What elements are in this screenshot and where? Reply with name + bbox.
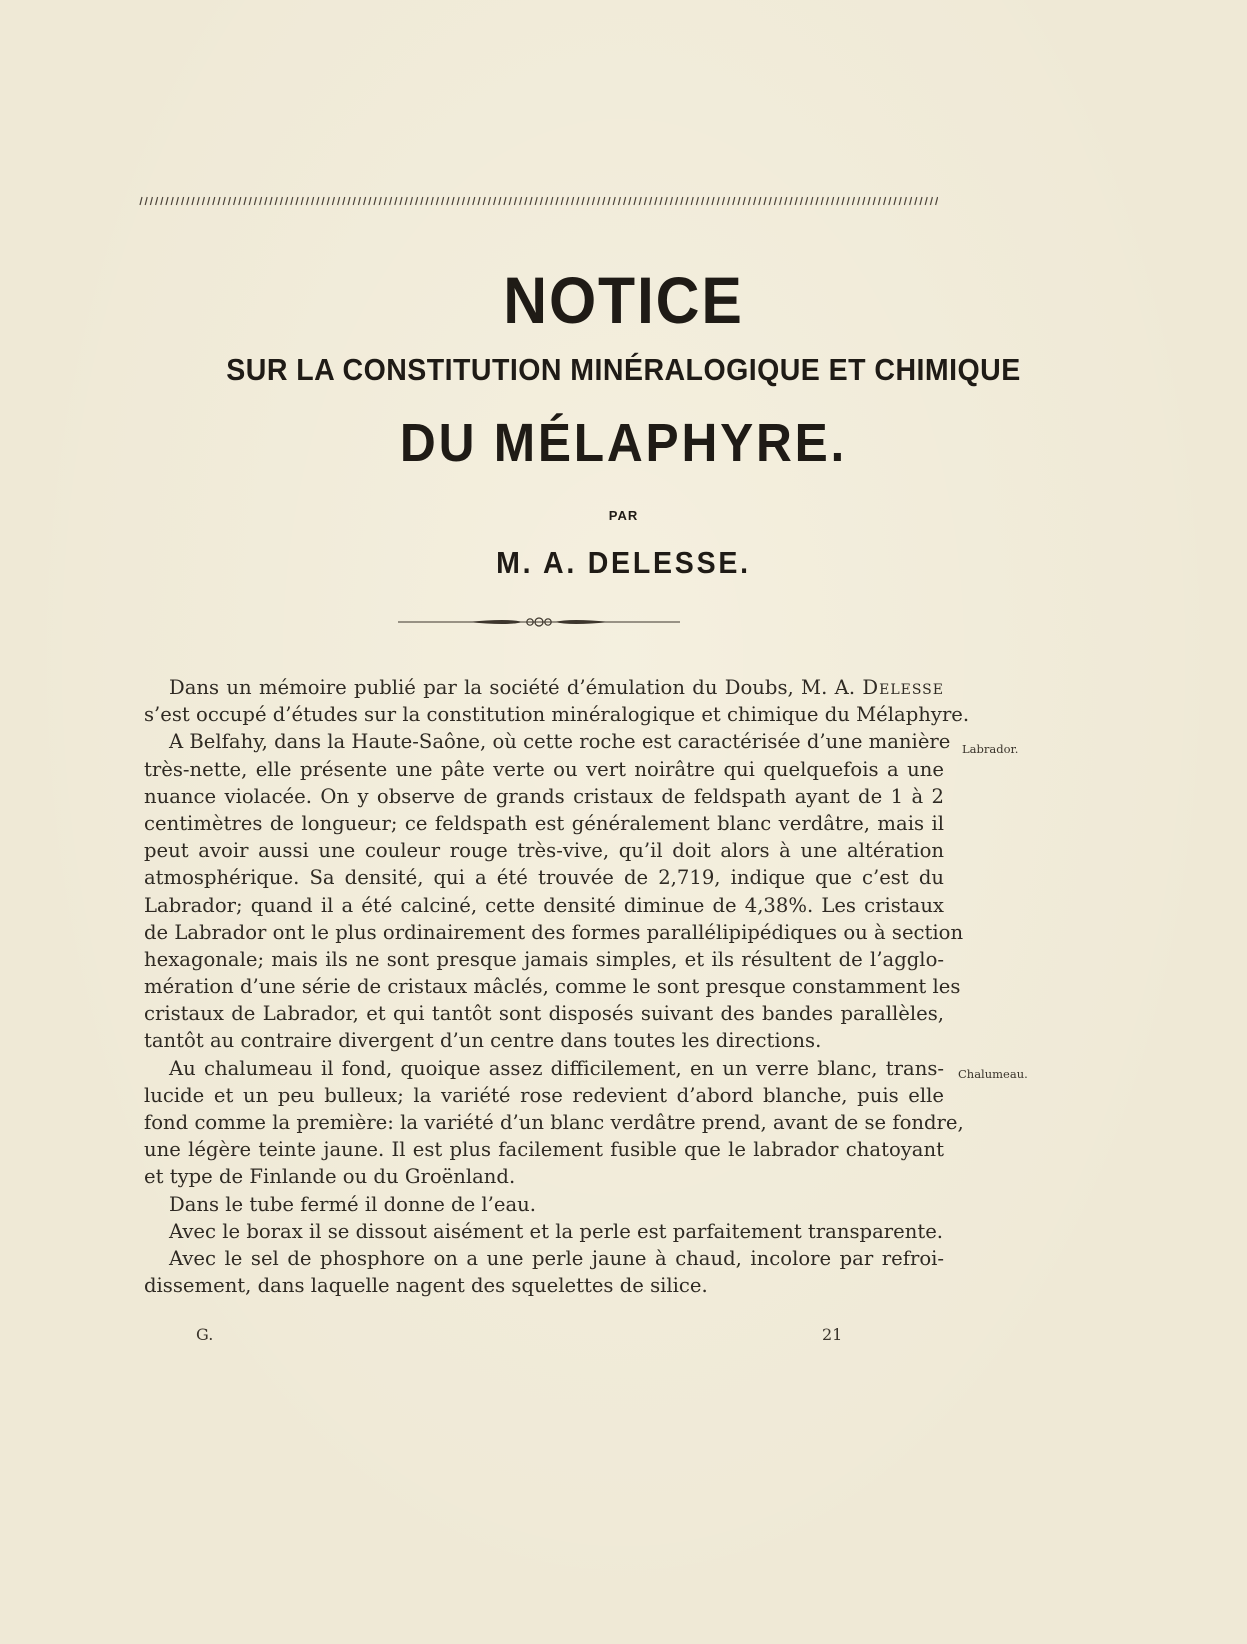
body-line-text: peut avoir aussi une couleur rouge très-vive, qu’il doit alors à une altération bbox=[144, 839, 944, 863]
body-line-text: dissement, dans laquelle nagent des squelettes de silice. bbox=[144, 1274, 708, 1298]
body-line bbox=[144, 1163, 944, 1190]
body-line bbox=[144, 1055, 944, 1082]
body-line bbox=[144, 864, 944, 891]
body-line bbox=[144, 892, 944, 919]
body-line bbox=[144, 1082, 944, 1109]
body-line-text: cristaux de Labrador, et qui tantôt sont disposés suivant des bandes parallèles, bbox=[144, 1002, 944, 1026]
body-text bbox=[144, 674, 970, 1299]
body-line bbox=[144, 1000, 944, 1027]
body-line bbox=[144, 1109, 964, 1136]
body-line-text: Labrador; quand il a été calciné, cette densité diminue de 4,38%. Les cristaux bbox=[144, 893, 944, 917]
main-title: DU MÉLAPHYRE. bbox=[399, 413, 848, 473]
body-line-text: Dans le tube fermé il donne de l’eau. bbox=[169, 1192, 537, 1216]
body-line bbox=[144, 674, 944, 701]
body-line bbox=[144, 783, 944, 810]
by-label: PAR bbox=[608, 508, 639, 523]
signature-mark: G. bbox=[196, 1325, 214, 1344]
ornament-divider bbox=[398, 614, 680, 630]
page-number: 21 bbox=[822, 1325, 843, 1344]
body-line bbox=[144, 728, 951, 755]
body-line-text: Dans un mémoire publié par la société d’émulation du Doubs, M. A. bbox=[169, 676, 863, 699]
body-line-text: tantôt au contraire divergent d’un centre dans toutes les directions. bbox=[144, 1029, 822, 1053]
notice-title: NOTICE bbox=[503, 263, 744, 337]
body-line-text: Avec le borax il se dissout aisément et la perle est parfaitement transparente. bbox=[169, 1219, 944, 1243]
body-line-text: hexagonale; mais ils ne sont presque jamais simples, et ils résultent de l’agglo- bbox=[144, 947, 944, 971]
body-line-text: Avec le sel de phosphore on a une perle jaune à chaud, incolore par refroi- bbox=[169, 1246, 944, 1270]
body-line bbox=[144, 946, 944, 973]
body-line-text: centimètres de longueur; ce feldspath est généralement blanc verdâtre, mais il bbox=[144, 811, 944, 835]
body-line bbox=[144, 1245, 944, 1272]
body-line bbox=[144, 1136, 944, 1163]
margin-note-labrador: Labrador. bbox=[962, 742, 1019, 756]
subtitle: SUR LA CONSTITUTION MINÉRALOGIQUE ET CHIMIQUE bbox=[226, 352, 1021, 387]
body-line bbox=[144, 701, 970, 728]
body-line-text: s’est occupé d’études sur la constitution minéralogique et chimique du Mélaphyre. bbox=[144, 703, 970, 727]
body-line-text: très-nette, elle présente une pâte verte ou vert noirâtre qui quelquefois a une bbox=[144, 757, 944, 781]
body-line-text: Au chalumeau il fond, quoique assez difficilement, en un verre blanc, trans- bbox=[169, 1056, 944, 1080]
body-line bbox=[144, 919, 964, 946]
body-line bbox=[144, 810, 944, 837]
body-line-text: mération d’une série de cristaux mâclés, comme le sont presque constamment les bbox=[144, 975, 961, 999]
body-line bbox=[144, 1272, 944, 1299]
body-line-text: nuance violacée. On y observe de grands cristaux de feldspath ayant de 1 à 2 bbox=[144, 784, 944, 808]
decorative-top-rule bbox=[138, 196, 938, 206]
body-line bbox=[144, 1191, 944, 1218]
body-line bbox=[144, 973, 961, 1000]
body-line-text: fond comme la première: la variété d’un blanc verdâtre prend, avant de se fondre, bbox=[144, 1111, 964, 1134]
body-line bbox=[144, 1218, 944, 1245]
body-line bbox=[144, 756, 944, 783]
body-line-text: A Belfahy, dans la Haute-Saône, où cette roche est caractérisée d’une manière bbox=[169, 730, 951, 754]
body-line-text: atmosphérique. Sa densité, qui a été trouvée de 2,719, indique que c’est du bbox=[144, 866, 944, 890]
body-line-text: et type de Finlande ou du Groënland. bbox=[144, 1165, 516, 1189]
author-name: M. A. DELESSE. bbox=[496, 545, 751, 580]
body-line-text: lucide et un peu bulleux; la variété rose redevient d’abord blanche, puis elle bbox=[144, 1083, 944, 1107]
author-small-caps: Delesse bbox=[862, 676, 944, 699]
body-line bbox=[144, 1027, 944, 1054]
body-line-text: de Labrador ont le plus ordinairement des formes parallélipipédiques ou à section bbox=[144, 920, 964, 944]
body-line bbox=[144, 837, 944, 864]
margin-note-chalumeau: Chalumeau. bbox=[958, 1067, 1028, 1081]
body-line-text: une légère teinte jaune. Il est plus facilement fusible que le labrador chatoyant bbox=[144, 1138, 944, 1162]
